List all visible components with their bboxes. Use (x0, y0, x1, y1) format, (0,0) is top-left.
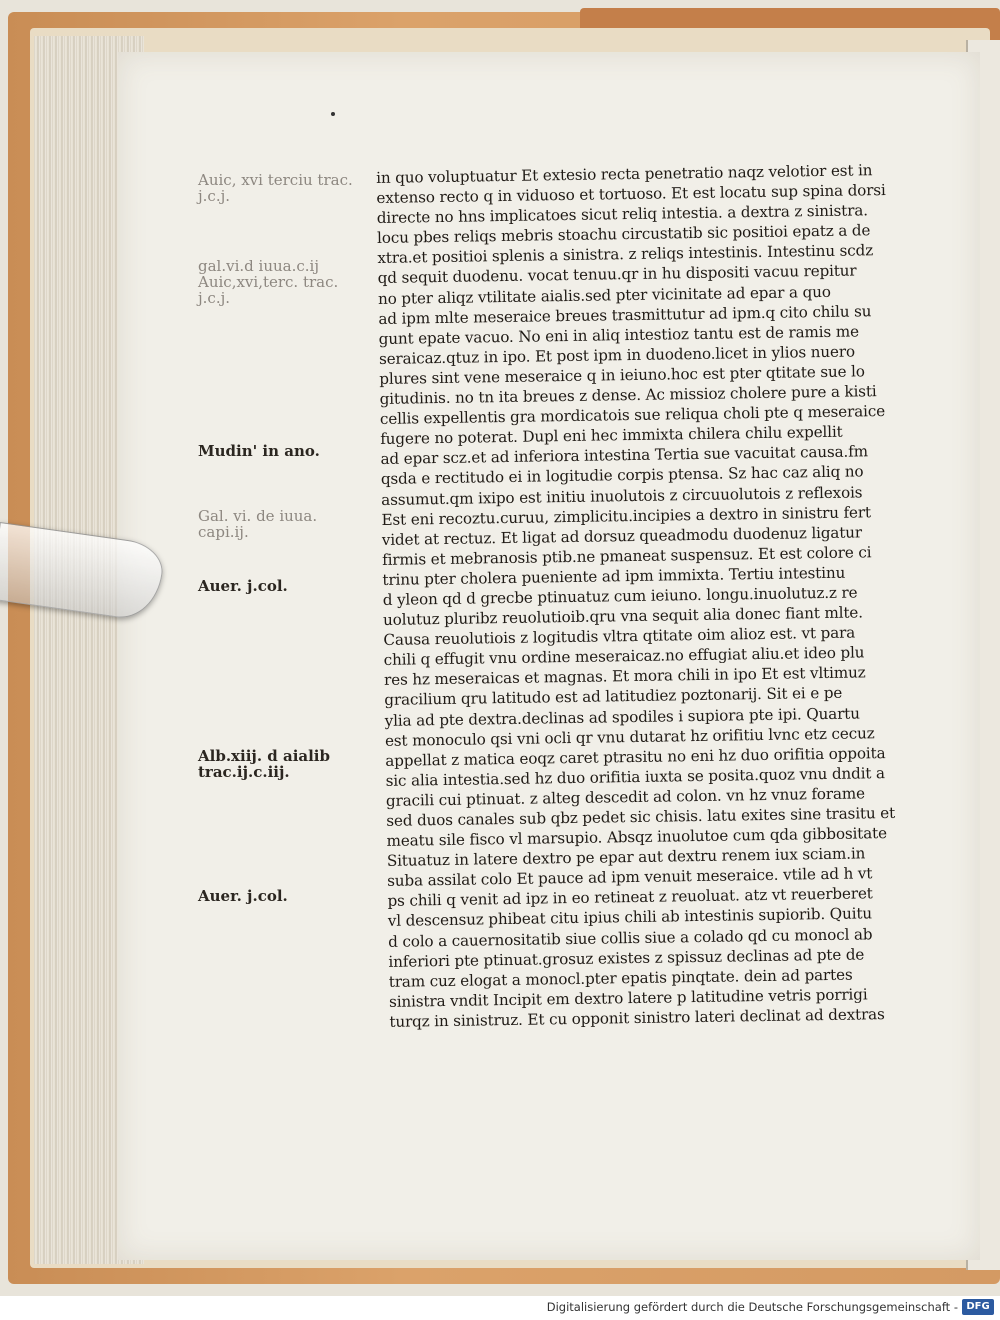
text-line: d yleon qd d grecbe ptinuatuz cum ieiuno. longu.inuolutuz.z re (382, 583, 858, 609)
text-line: ps chili q venit ad ipz in eo retineat z reuoluat. atz vt reuerberet (387, 884, 873, 911)
text-line: res hz meseraicas et magnas. Et mora chili in ipo Et est vltimuz (383, 663, 866, 690)
margin-note: gal.vi.d iuua.c.ij Auic,xvi,terc. trac. j.c.j. (198, 257, 339, 307)
text-line: est monoculo qsi vni ocli qr vnu dutarat hz orifitiu lvnc etz cecuz (384, 723, 875, 750)
text-line: inferiori pte ptinuat.grosuz existes z spissuz declinas ad pte de (388, 945, 865, 971)
margin-note: Mudin' in ano. (198, 442, 320, 460)
margin-note: Alb.xiij. d aialib trac.ij.c.iij. (198, 747, 330, 781)
text-line: plures sint vene meseraice q in ieiuno.hoc est pter qtitate sue lo (379, 362, 865, 388)
text-line: videt at rectuz. Et ligat ad dorsuz queadmodu duodenuz ligatur (381, 523, 863, 549)
text-line: ad epar scz.et ad inferiora intestina Tertia sue vacuitat causa.fm (380, 442, 869, 469)
text-line: suba assilat colo Et pauce ad ipm venuit meseraice. vtile ad h vt (387, 864, 873, 891)
text-line: trinu pter cholera pueniente ad ipm immixta. Tertiu intestinu (382, 563, 846, 589)
text-line: turqz in sinistruz. Et cu opponit sinistro lateri declinat ad dextras (389, 1005, 885, 1031)
margin-note: Gal. vi. de iuua. capi.ij. (198, 507, 318, 541)
text-line: gracili cui ptinuat. z alteg descedit ad colon. vn hz vnuz forame (385, 784, 866, 810)
text-line: ad ipm mlte meseraice breues trasmittutur ad ipm.q cito chilu su (378, 301, 872, 328)
text-line: fugere no poterat. Dupl eni hec immixta chilera chilu expellit (380, 422, 843, 449)
text-line: Est eni recoztu.curuu, zimplicitu.incipies a dextro in sinistru fert (381, 502, 872, 529)
text-line: cellis expellentis gra mordicatois sue reliqua choli pte q meseraice (379, 402, 886, 429)
text-line: extenso recto q in viduoso et tortuoso. Et est locatu sup spina dorsi (376, 181, 886, 208)
ink-dot (331, 112, 335, 116)
text-line: xtra.et positioi splenis a sinistra. z reliqs intestinis. Intestinu scdz (377, 241, 874, 268)
text-line: sed duos canales sub qbz pedet sic chisis. latu exites sine trasitu et (386, 803, 896, 830)
text-line: qd sequit duodenu. vocat tenuu.qr in hu dispositi vacuu repitur (377, 261, 857, 288)
text-line: vl descensuz phibeat citu ipius chili ab intestinis supiorib. Quitu (387, 904, 873, 931)
text-line: uolutuz pluribz reuolutioib.qru vna sequit alia donec fiant mlte. (382, 603, 864, 630)
text-line: gitudinis. no tn ita breues z dense. Ac missioz cholere pure a kisti (379, 382, 877, 409)
text-line: sic alia intestia.sed hz duo orifitia iuxta se posita.quoz vnu dndit a (385, 763, 886, 790)
text-line: meatu sile fisco vl marsupio. Absqz inuolutoe cum qda gibbositate (386, 824, 888, 851)
text-line: appellat z matica eoqz caret ptrasitu no eni hz duo orifitia oppoita (385, 743, 886, 770)
text-line: directe no hns implicatoes sicut reliq intestia. a dextra z sinistra. (376, 201, 868, 228)
text-line: firmis et mebranosis ptib.ne pmaneat suspensuz. Et est colore ci (382, 543, 872, 569)
main-text-block (376, 160, 925, 1032)
text-line: seraicaz.qtuz in ipo. Et post ipm in duodeno.licet in ylios nuero (378, 342, 856, 368)
text-line: locu pbes reliqs mebris stoachu circustatib sic positioi epatz a de (376, 221, 871, 248)
text-line: qsda e rectitudo ei in logitudie corpis ptensa. Sz hac caz aliq no (380, 462, 864, 489)
footer-bar (0, 1296, 1000, 1320)
text-line: in quo voluptuatur Et extesio recta penetratio naqz velotior est in (376, 161, 873, 187)
dfg-logo: DFG (962, 1299, 994, 1315)
text-line: no pter aliqz vtilitate aialis.sed pter vicinitate ad epar a quo (377, 282, 831, 308)
text-line: sinistra vndit Incipit em dextro latere p latitudine vetris porrigi (388, 985, 868, 1011)
footer-credit: Digitalisierung gefördert durch die Deutsche Forschungsgemeinschaft - (546, 1300, 958, 1314)
margin-note: Auer. j.col. (198, 577, 288, 595)
text-line: d colo a cauernositatib siue collis siue a colado qd cu monocl ab (388, 924, 873, 951)
text-line: assumut.qm ixipo est initiu inuolutois z circuuolutois z reflexois (381, 482, 863, 509)
text-line: Causa reuolutiois z logitudis vltra qtitate oim alioz est. vt para (383, 623, 856, 650)
text-line: tram cuz elogat a monocl.pter epatis pinqtate. dein ad partes (388, 965, 853, 991)
margin-note: Auer. j.col. (198, 887, 288, 905)
text-line: Situatuz in latere dextro pe epar aut dextru renem iux sciam.in (386, 844, 866, 871)
text-line: gunt epate vacuo. No eni in aliq intestioz tantu est de ramis me (378, 322, 859, 348)
text-line: ylia ad pte dextra.declinas ad spodiles i supiora pte ipi. Quartu (384, 704, 860, 730)
text-line: gracilium qru latitudo est ad latitudiez poztonarij. Sit ei e pe (384, 684, 843, 710)
margin-note: Auic, xvi terciu trac. j.c.j. (198, 171, 353, 205)
text-line: chili q effugit vnu ordine meseraicaz.no effugiat aliu.et ideo plu (383, 643, 865, 670)
